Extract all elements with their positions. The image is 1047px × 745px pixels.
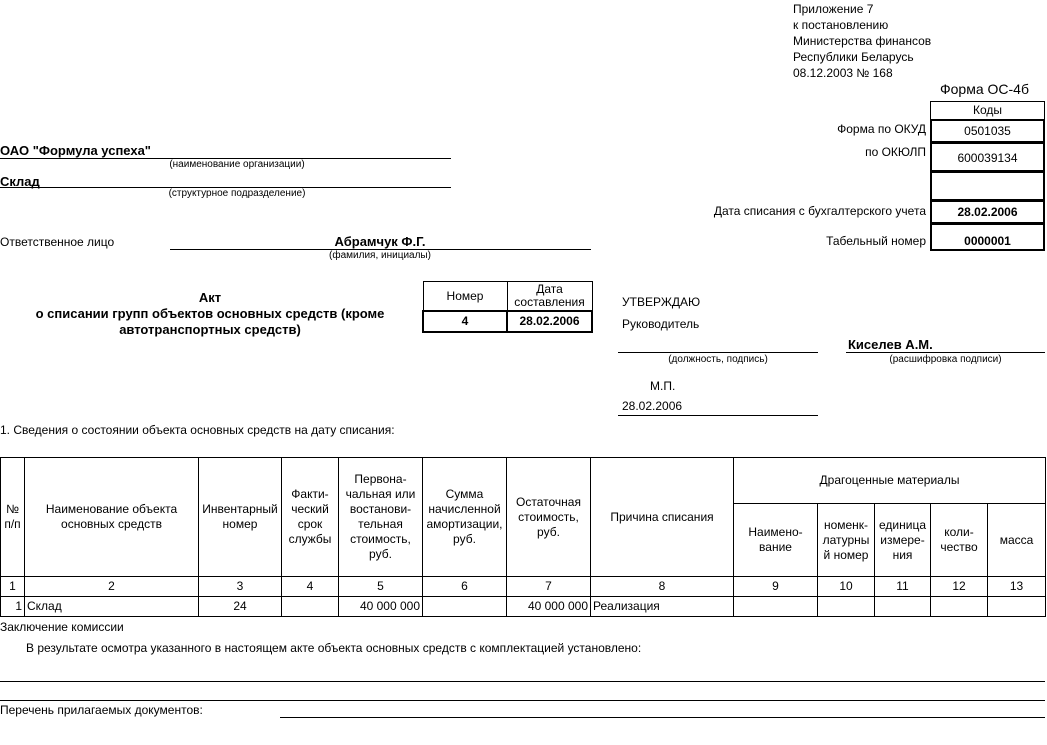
header-amortization-line: начисленной — [428, 502, 501, 516]
col-number: 10 — [818, 577, 875, 597]
header-pm-nomen-line: латурны — [822, 532, 870, 547]
act-date-header — [507, 282, 592, 312]
act-title-line: автотранспортных средств) — [119, 322, 301, 337]
act-date-value: 28.02.2006 — [507, 311, 592, 332]
cell-inventory: 24 — [199, 597, 282, 617]
col-number: 9 — [734, 577, 818, 597]
header-pm-qty-line: чество — [940, 540, 978, 554]
subdivision-name: Склад — [0, 174, 40, 189]
commission-line-1 — [0, 681, 1045, 682]
header-amortization — [423, 458, 507, 577]
header-residual-line: Остаточная — [516, 494, 581, 509]
codes-header: Коды — [930, 101, 1045, 120]
form-label: Форма ОС-4б — [940, 81, 1029, 97]
header-residual-line: руб. — [537, 524, 560, 539]
header-pm-nomen-line: й номер — [823, 547, 869, 562]
cell-initial-cost: 40 000 000 — [339, 597, 423, 617]
header-pm-nomen-line: номенк- — [823, 517, 869, 532]
approve-position-line — [618, 352, 818, 353]
col-number: 12 — [931, 577, 988, 597]
header-inventory-line: Инвентарный — [202, 502, 278, 516]
header-initial-cost-line: стоимость, — [350, 532, 411, 546]
header-num — [1, 458, 25, 577]
appendix-line: Приложение 7 — [793, 2, 874, 16]
header-amortization-line: амортизации, — [426, 517, 503, 531]
responsible-label: Ответственное лицо — [0, 235, 115, 249]
approve-text: УТВЕРЖДАЮ — [622, 295, 701, 309]
empty-code — [930, 171, 1045, 201]
header-amortization-line: Сумма — [445, 487, 484, 501]
act-date-header-line: составления — [514, 295, 585, 309]
header-name-line: основных средств — [61, 517, 162, 531]
approver-name: Киселев А.М. — [848, 337, 933, 352]
okulp-label: по ОКЮЛП — [865, 145, 926, 159]
fixed-assets-table — [0, 457, 1046, 617]
header-pm-qty-line: коли- — [944, 525, 974, 539]
attached-docs-label: Перечень прилагаемых документов: — [0, 703, 203, 717]
col-number: 4 — [282, 577, 339, 597]
header-term — [282, 458, 339, 577]
cell-pm-unit — [875, 597, 931, 617]
act-title — [0, 290, 420, 338]
header-precious: Драгоценные материалы — [734, 458, 1046, 504]
header-pm-unit-line: измере- — [880, 532, 925, 547]
header-pm-name — [734, 504, 818, 577]
writeoff-date-value: 28.02.2006 — [930, 200, 1045, 224]
header-pm-nomen — [818, 504, 875, 577]
header-term-line: службы — [288, 532, 332, 546]
header-initial-cost — [339, 458, 423, 577]
col-number: 2 — [25, 577, 199, 597]
cell-reason: Реализация — [591, 597, 734, 617]
header-pm-name-line: Наимено- — [748, 525, 803, 539]
header-initial-cost-line: тельная — [358, 517, 403, 531]
attached-docs-line — [280, 717, 1045, 718]
approve-decode-line — [846, 352, 1045, 353]
header-residual — [507, 458, 591, 577]
header-term-line: срок — [297, 517, 323, 531]
cell-term — [282, 597, 339, 617]
header-pm-unit-line: единица — [879, 517, 926, 532]
subdivision-caption: (структурное подразделение) — [168, 188, 306, 199]
header-reason: Причина списания — [591, 458, 734, 577]
cell-pm-nomen — [818, 597, 875, 617]
approve-date: 28.02.2006 — [622, 399, 683, 413]
header-initial-cost-line: востанови- — [349, 502, 412, 516]
header-num-line: № — [6, 502, 19, 516]
header-term-line: ческий — [291, 502, 329, 516]
section1-title: 1. Сведения о состоянии объекта основных средств на дату списания: — [0, 423, 395, 437]
header-name — [25, 458, 199, 577]
act-date-header-line: Дата — [536, 282, 563, 296]
col-number: 13 — [988, 577, 1046, 597]
cell-pm-mass — [988, 597, 1046, 617]
appendix-line: к постановлению — [793, 18, 889, 32]
col-number: 7 — [507, 577, 591, 597]
col-number: 6 — [423, 577, 507, 597]
organization-caption: (наименование организации) — [169, 159, 305, 170]
act-number-date-table — [422, 281, 593, 333]
cell-name: Склад — [25, 597, 199, 617]
act-title-line: Акт — [198, 290, 222, 305]
col-number: 5 — [339, 577, 423, 597]
header-initial-cost-line: Первона- — [354, 472, 407, 486]
header-term-line: Факти- — [291, 487, 329, 501]
approve-position-caption: (должность, подпись) — [668, 354, 768, 365]
header-num-line: п/п — [4, 517, 21, 531]
commission-title: Заключение комиссии — [0, 620, 124, 634]
appendix-line: Министерства финансов — [793, 34, 932, 48]
cell-pm-qty — [931, 597, 988, 617]
header-name-line: Наименование объекта — [45, 502, 178, 516]
tab-number-value: 0000001 — [930, 223, 1045, 251]
header-pm-qty — [931, 504, 988, 577]
responsible-name: Абрамчук Ф.Г. — [334, 234, 426, 249]
col-number: 1 — [1, 577, 25, 597]
act-number-value: 4 — [423, 311, 507, 332]
okud-value: 0501035 — [930, 119, 1045, 143]
commission-text: В результате осмотра указанного в настоящем акте объекта основных средств с комплектацией установлено: — [26, 641, 642, 655]
col-number: 8 — [591, 577, 734, 597]
header-inventory — [199, 458, 282, 577]
approve-head: Руководитель — [622, 317, 700, 331]
act-title-line: о списании групп объектов основных средств (кроме — [35, 306, 385, 321]
header-pm-name-line: вание — [759, 540, 792, 554]
responsible-caption: (фамилия, инициалы) — [329, 250, 431, 261]
okud-label: Форма по ОКУД — [837, 122, 926, 136]
header-initial-cost-line: чальная или — [345, 487, 416, 501]
header-pm-unit-line: ния — [892, 547, 913, 562]
header-initial-cost-line: руб. — [369, 547, 392, 561]
commission-line-2 — [0, 700, 1045, 701]
approve-decode-caption: (расшифровка подписи) — [889, 354, 1002, 365]
col-number: 11 — [875, 577, 931, 597]
cell-num: 1 — [1, 597, 25, 617]
approve-date-line — [618, 415, 818, 416]
tab-number-label: Табельный номер — [826, 234, 926, 248]
header-pm-mass: масса — [988, 504, 1046, 577]
writeoff-date-label: Дата списания с бухгалтерского учета — [713, 204, 926, 218]
table-row — [1, 597, 1046, 617]
header-residual-line: стоимость, — [518, 509, 579, 524]
act-number-header: Номер — [423, 282, 507, 312]
cell-pm-name — [734, 597, 818, 617]
organization-name: ОАО "Формула успеха" — [0, 143, 151, 158]
okulp-value: 600039134 — [930, 142, 1045, 172]
appendix-line: 08.12.2003 № 168 — [793, 66, 893, 80]
header-pm-unit — [875, 504, 931, 577]
appendix-line: Республики Беларусь — [793, 50, 914, 64]
appendix-block — [793, 1, 931, 81]
cell-residual: 40 000 000 — [507, 597, 591, 617]
cell-amortization — [423, 597, 507, 617]
stamp-label: М.П. — [650, 379, 676, 393]
header-inventory-line: номер — [222, 517, 258, 531]
col-number: 3 — [199, 577, 282, 597]
header-amortization-line: руб. — [453, 532, 476, 546]
